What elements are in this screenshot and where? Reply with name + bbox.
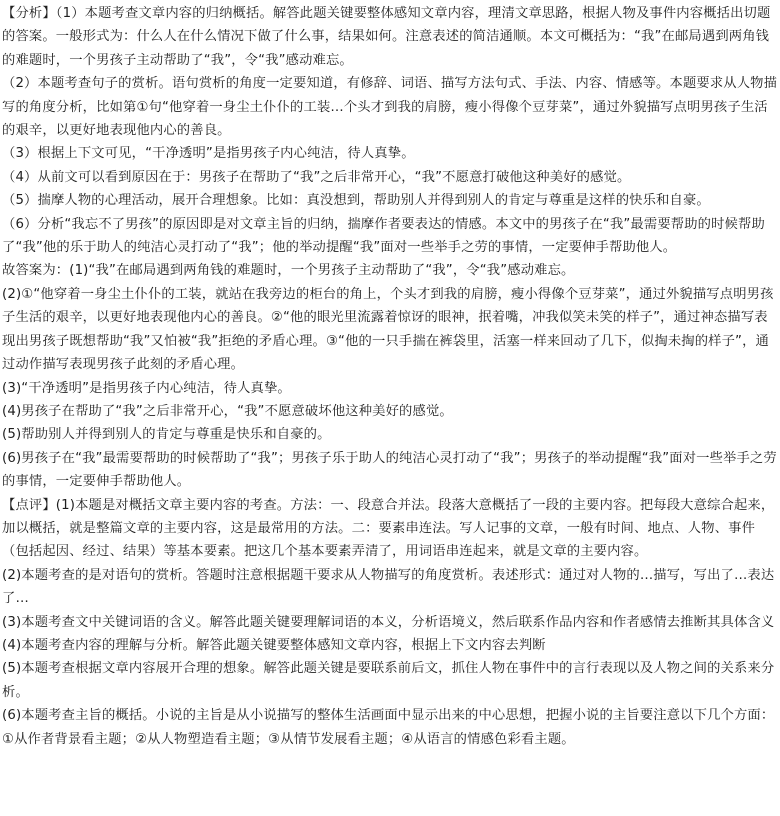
comment-q4-paragraph: (4)本题考查内容的理解与分析。解答此题关键要整体感知文章内容，根据上下文内容去判断 — [2, 637, 546, 653]
analysis-q4-paragraph: （4）从前文可以看到原因在于：男孩子在帮助了“我”之后非常开心，“我”不愿意打破他这种美好的感觉。 — [2, 169, 631, 185]
comment-q6-paragraph: (6)本题考查主旨的概括。小说的主旨是从小说描写的整体生活画面中显示出来的中心思想，把握小说的主旨要注意以下几个方面：①从作者背景看主题；②从人物塑造看主题；③从情节发展看主题；④从语言的情感色彩看主题。 — [2, 708, 775, 747]
answer-q2-paragraph: (2)①“他穿着一身尘土仆仆的工装，就站在我旁边的柜台的角上，个头才到我的肩膀，瘦小得像个豆芽菜”，通过外貌描写点明男孩子生活的艰辛，以更好地表现他内心的善良。②“他的眼光里流露着惊讶的眼神，抿着嘴，冲我似笑未笑的样子”，通过神态描写表现出男孩子既想帮助“我”又怕被“我”拒绝的矛盾心理。③“他的一只手揣在裤袋里，活塞一样来回动了几下，似掏未掏的样子”，通过动作描写表现男孩子此刻的矛盾心理。 — [2, 286, 774, 373]
analysis-intro-paragraph: 【分析】（1）本题考查文章内容的归纳概括。解答此题关键要整体感知文章内容，理清文章思路，根据人物及事件内容概括出切题的答案。一般形式为：什么人在什么情况下做了什么事，结果如何。注意表述的简洁通顺。本文可概括为：“我”在邮局遇到两角钱的难题时，一个男孩子主动帮助了“我”，令“我”感动难忘。 — [2, 6, 771, 68]
answer-q6-paragraph: (6)男孩子在“我”最需要帮助的时候帮助了“我”；男孩子乐于助人的纯洁心灵打动了“我”；男孩子的举动提醒“我”面对一些举手之劳的事情，一定要伸手帮助他人。 — [2, 450, 777, 490]
comment-q5-paragraph: (5)本题考查根据文章内容展开合理的想象。解答此题关键是要联系前后文，抓住人物在事件中的言行表现以及人物之间的关系来分析。 — [2, 661, 775, 700]
answer-q1-paragraph: 故答案为：(1)“我”在邮局遇到两角钱的难题时，一个男孩子主动帮助了“我”，令“我”感动难忘。 — [2, 263, 575, 279]
comment-q2-paragraph: (2)本题考查的是对语句的赏析。答题时注意根据题干要求从人物描写的角度赏析。表述形式：通过对人物的…描写，写出了…表达了… — [2, 567, 775, 607]
comment-q1-paragraph: 【点评】(1)本题是对概括文章主要内容的考查。方法：一、段意合并法。段落大意概括了一段的主要内容。把每段大意综合起来，加以概括，就是整篇文章的主要内容，这是最常用的方法。二：要素串连法。写人记事的文章，一般有时间、地点、人物、事件（包括起因、经过、结果）等基本要素。把这几个基本要素弄清了，用词语串连起来，就是文章的主要内容。 — [2, 497, 775, 560]
analysis-q3-paragraph: （3）根据上下文可见，“干净透明”是指男孩子内心纯洁，待人真挚。 — [2, 146, 415, 162]
answer-q3-paragraph: (3)“干净透明”是指男孩子内心纯洁，待人真挚。 — [2, 380, 291, 396]
comment-q3-paragraph: (3)本题考查文中关键词语的含义。解答此题关键要理解词语的本义，分析语境义，然后联系作品内容和作者感情去推断其具体含义 — [2, 614, 775, 630]
answer-analysis-document — [2, 2, 778, 751]
analysis-q6-paragraph: （6）分析“我忘不了男孩”的原因即是对文章主旨的归纳，揣摩作者要表达的情感。本文中的男孩子在“我”最需要帮助的时候帮助了“我”他的乐于助人的纯洁心灵打动了“我”；他的举动提醒“我”面对一些举手之劳的事情，一定要伸手帮助他人。 — [2, 216, 765, 256]
analysis-q5-paragraph: （5）揣摩人物的心理活动，展开合理想象。比如：真没想到，帮助别人并得到别人的肯定与尊重是这样的快乐和自豪。 — [2, 193, 710, 209]
answer-q5-paragraph: (5)帮助别人并得到别人的肯定与尊重是快乐和自豪的。 — [2, 427, 331, 443]
answer-q4-paragraph: (4)男孩子在帮助了“我”之后非常开心，“我”不愿意破坏他这种美好的感觉。 — [2, 403, 453, 419]
analysis-q2-paragraph: （2）本题考查句子的赏析。语句赏析的角度一定要知道，有修辞、词语、描写方法句式、手法、内容、情感等。本题要求从人物描写的角度分析，比如第①句“他穿着一身尘土仆仆的工装…个头才到我的肩膀，瘦小得像个豆芽菜”，通过外貌描写点明男孩子生活的艰辛，以更好地表现他内心的善良。 — [2, 76, 778, 139]
